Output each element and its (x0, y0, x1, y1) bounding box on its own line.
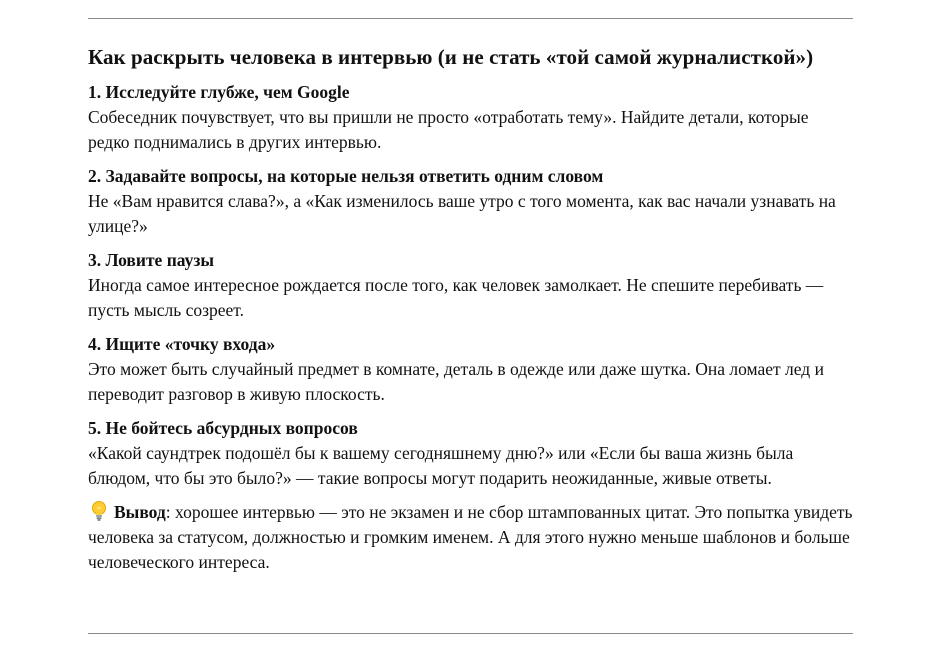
conclusion-separator: : (165, 502, 171, 522)
tip-heading: 1. Исследуйте глубже, чем Google (88, 82, 350, 102)
tip-heading: 3. Ловите паузы (88, 250, 215, 270)
conclusion (88, 500, 854, 575)
article (88, 18, 854, 575)
tip-item (88, 332, 854, 407)
tip-item (88, 248, 854, 323)
tip-body: Собеседник почувствует, что вы пришли не просто «отработать тему». Найдите детали, которые редко поднимались в других интервью. (88, 107, 809, 152)
tip-heading: 4. Ищите «точку входа» (88, 334, 276, 354)
tip-item (88, 416, 854, 491)
tip-item (88, 164, 854, 239)
bottom-divider (88, 633, 853, 634)
top-divider (88, 18, 853, 19)
article-title: Как раскрыть человека в интервью (и не стать «той самой журналисткой») (88, 45, 814, 69)
tip-body: Не «Вам нравится слава?», а «Как изменилось ваше утро с того момента, как вас начали узнавать на улице?» (88, 191, 836, 236)
tip-body: «Какой саундтрек подошёл бы к вашему сегодняшнему дню?» или «Если бы ваша жизнь была блюдом, что бы это было?» — такие вопросы могут подарить неожиданные, живые ответы. (88, 443, 794, 488)
conclusion-text: хорошее интервью — это не экзамен и не сбор штампованных цитат. Это попытка увидеть человека за статусом, должностью и громким именем. А для этого нужно меньше шаблонов и больше человеческого интереса. (88, 502, 853, 572)
tip-item (88, 80, 854, 155)
tip-heading: 2. Задавайте вопросы, на которые нельзя ответить одним словом (88, 166, 604, 186)
tip-body: Это может быть случайный предмет в комнате, деталь в одежде или даже шутка. Она ломает лед и переводит разговор в живую плоскость. (88, 359, 824, 404)
tip-body: Иногда самое интересное рождается после того, как человек замолкает. Не спешите перебивать — пусть мысль созреет. (88, 275, 824, 320)
conclusion-label: Вывод (114, 502, 166, 522)
tip-heading: 5. Не бойтесь абсурдных вопросов (88, 418, 358, 438)
lightbulb-icon (88, 500, 110, 522)
